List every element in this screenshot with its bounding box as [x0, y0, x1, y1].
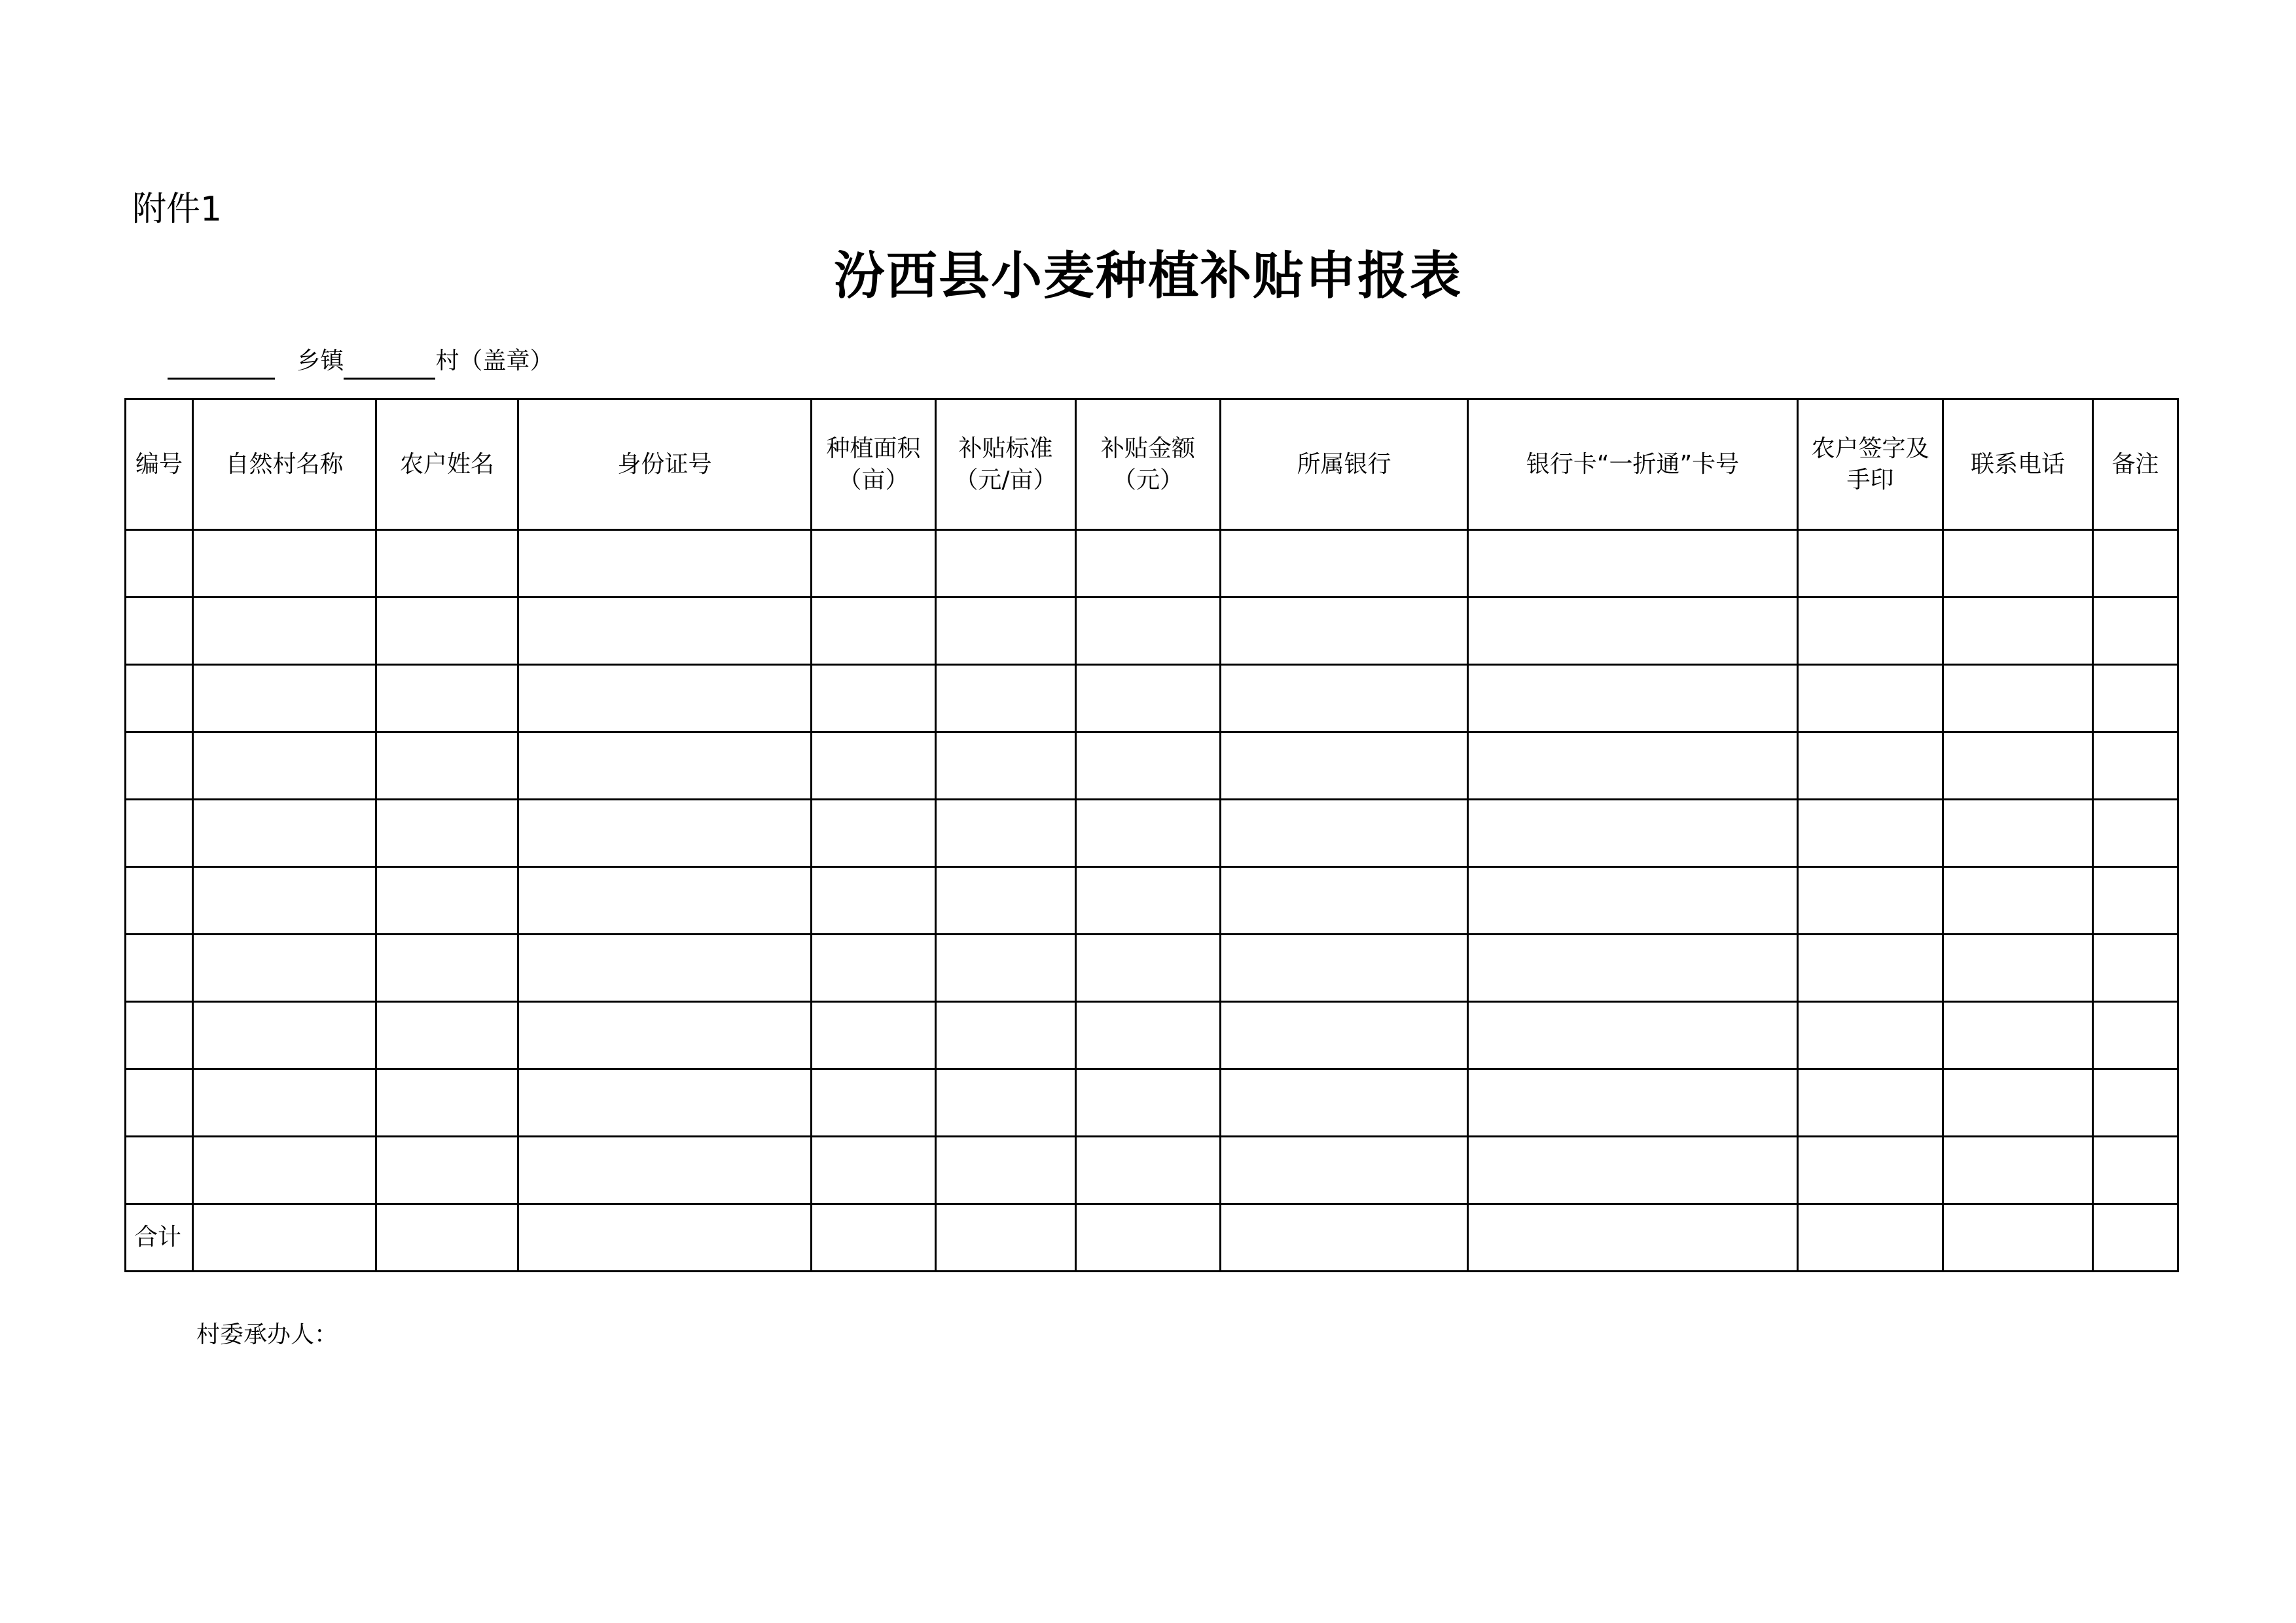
- table-cell[interactable]: [126, 1002, 193, 1069]
- table-cell[interactable]: [518, 1137, 812, 1204]
- table-cell[interactable]: [2093, 597, 2178, 665]
- table-cell[interactable]: [1468, 800, 1798, 867]
- table-cell[interactable]: [1798, 800, 1943, 867]
- table-cell[interactable]: [1468, 1069, 1798, 1137]
- table-cell[interactable]: [1076, 935, 1221, 1002]
- table-cell[interactable]: [1221, 597, 1468, 665]
- table-cell[interactable]: [2093, 732, 2178, 800]
- table-cell[interactable]: [936, 1137, 1076, 1204]
- table-cell[interactable]: [1468, 1137, 1798, 1204]
- table-row: [126, 597, 2178, 665]
- table-cell[interactable]: [1798, 1069, 1943, 1137]
- table-cell[interactable]: [193, 867, 376, 935]
- table-cell[interactable]: [1221, 800, 1468, 867]
- table-cell[interactable]: [1798, 1137, 1943, 1204]
- table-row: [126, 1069, 2178, 1137]
- table-row: [126, 1137, 2178, 1204]
- table-cell[interactable]: [376, 665, 518, 732]
- location-line: [168, 343, 553, 380]
- table-row: [126, 732, 2178, 800]
- table-cell[interactable]: [1221, 867, 1468, 935]
- table-cell[interactable]: [1076, 530, 1221, 597]
- table-cell[interactable]: [1468, 530, 1798, 597]
- table-row: [126, 935, 2178, 1002]
- table-cell[interactable]: [812, 935, 936, 1002]
- table-cell[interactable]: [936, 732, 1076, 800]
- header-planting-area: 种植面积 （亩）: [812, 399, 936, 530]
- table-cell[interactable]: [518, 867, 812, 935]
- header-id-number: 身份证号: [518, 399, 812, 530]
- table-cell[interactable]: [193, 732, 376, 800]
- table-cell[interactable]: [1076, 800, 1221, 867]
- header-bank: 所属银行: [1221, 399, 1468, 530]
- table-cell[interactable]: [193, 800, 376, 867]
- table-cell[interactable]: [936, 665, 1076, 732]
- table-cell[interactable]: [376, 1002, 518, 1069]
- table-cell[interactable]: [1943, 935, 2093, 1002]
- table-cell[interactable]: [518, 732, 812, 800]
- total-cell[interactable]: [1798, 1204, 1943, 1272]
- table-cell[interactable]: [1798, 597, 1943, 665]
- total-cell[interactable]: [518, 1204, 812, 1272]
- table-cell[interactable]: [1076, 1002, 1221, 1069]
- table-cell[interactable]: [518, 800, 812, 867]
- table-cell[interactable]: [936, 867, 1076, 935]
- table-cell[interactable]: [1943, 665, 2093, 732]
- table-cell[interactable]: [2093, 665, 2178, 732]
- total-cell[interactable]: [1468, 1204, 1798, 1272]
- table-cell[interactable]: [1221, 732, 1468, 800]
- table-cell[interactable]: [376, 1069, 518, 1137]
- table-cell[interactable]: [1468, 935, 1798, 1002]
- table-cell[interactable]: [812, 1002, 936, 1069]
- table-cell[interactable]: [518, 665, 812, 732]
- table-body: [126, 530, 2178, 1272]
- total-cell[interactable]: [193, 1204, 376, 1272]
- header-bank-card-number: 银行卡“一折通”卡号: [1468, 399, 1798, 530]
- village-committee-signer-label: 村委承办人：: [196, 1321, 338, 1348]
- table-cell[interactable]: [126, 665, 193, 732]
- document-title: 汾西县小麦种植补贴申报表: [833, 246, 1462, 306]
- table-cell[interactable]: [1076, 732, 1221, 800]
- total-cell[interactable]: [1943, 1204, 2093, 1272]
- table-cell[interactable]: [193, 1069, 376, 1137]
- table-cell[interactable]: [1221, 665, 1468, 732]
- table-total-row: [126, 1204, 2178, 1272]
- table-cell[interactable]: [812, 597, 936, 665]
- village-suffix-label: 村（盖章）: [435, 348, 554, 374]
- table-cell[interactable]: [376, 597, 518, 665]
- table-cell[interactable]: [1798, 732, 1943, 800]
- table-cell[interactable]: [1798, 867, 1943, 935]
- table-cell[interactable]: [1943, 1069, 2093, 1137]
- town-suffix-label: 乡镇: [296, 348, 344, 374]
- table-cell[interactable]: [936, 530, 1076, 597]
- table-cell[interactable]: [1943, 867, 2093, 935]
- table-cell[interactable]: [193, 1002, 376, 1069]
- table-cell[interactable]: [812, 665, 936, 732]
- total-cell[interactable]: [936, 1204, 1076, 1272]
- table-cell[interactable]: [376, 1137, 518, 1204]
- header-farmer-name: 农户姓名: [376, 399, 518, 530]
- header-natural-village-name: 自然村名称: [193, 399, 376, 530]
- table-cell[interactable]: [1943, 597, 2093, 665]
- total-cell[interactable]: [2093, 1204, 2178, 1272]
- subsidy-application-table: [124, 398, 2179, 1272]
- table-cell[interactable]: [2093, 530, 2178, 597]
- table-cell[interactable]: [2093, 1002, 2178, 1069]
- table-cell[interactable]: [936, 1002, 1076, 1069]
- table-cell[interactable]: [2093, 800, 2178, 867]
- town-blank-field[interactable]: [168, 349, 275, 380]
- header-farmer-signature: 农户签字及 手印: [1798, 399, 1943, 530]
- total-cell[interactable]: [376, 1204, 518, 1272]
- header-subsidy-amount: 补贴金额 （元）: [1076, 399, 1221, 530]
- header-serial-number: 编号: [126, 399, 193, 530]
- table-cell[interactable]: [936, 1069, 1076, 1137]
- table-cell[interactable]: [1943, 1137, 2093, 1204]
- table-row: [126, 867, 2178, 935]
- table-row: [126, 800, 2178, 867]
- table-cell[interactable]: [126, 800, 193, 867]
- table-cell[interactable]: [376, 800, 518, 867]
- table-cell[interactable]: [1221, 1069, 1468, 1137]
- table-cell[interactable]: [1221, 1137, 1468, 1204]
- table-row: [126, 1002, 2178, 1069]
- header-subsidy-rate: 补贴标准 （元/亩）: [936, 399, 1076, 530]
- table-cell[interactable]: [812, 867, 936, 935]
- table-cell[interactable]: [193, 530, 376, 597]
- table-cell[interactable]: [1943, 732, 2093, 800]
- table-cell[interactable]: [193, 665, 376, 732]
- table-cell[interactable]: [812, 530, 936, 597]
- table-cell[interactable]: [518, 597, 812, 665]
- table-cell[interactable]: [1221, 1002, 1468, 1069]
- table-cell[interactable]: [518, 1002, 812, 1069]
- table-cell[interactable]: [1468, 597, 1798, 665]
- table-cell[interactable]: [2093, 1137, 2178, 1204]
- table-cell[interactable]: [1798, 1002, 1943, 1069]
- table-cell[interactable]: [126, 530, 193, 597]
- header-phone: 联系电话: [1943, 399, 2093, 530]
- table-cell[interactable]: [2093, 867, 2178, 935]
- table-cell[interactable]: [936, 800, 1076, 867]
- table-cell[interactable]: [1798, 530, 1943, 597]
- table-cell[interactable]: [1943, 1002, 2093, 1069]
- table-cell[interactable]: [812, 1069, 936, 1137]
- table-cell[interactable]: [126, 732, 193, 800]
- table-cell[interactable]: [1221, 935, 1468, 1002]
- table-cell[interactable]: [126, 1137, 193, 1204]
- village-blank-field[interactable]: [344, 349, 435, 380]
- table-cell[interactable]: [1076, 867, 1221, 935]
- table-cell[interactable]: [1221, 530, 1468, 597]
- total-label: 合计: [126, 1204, 193, 1272]
- table-cell[interactable]: [126, 867, 193, 935]
- table-cell[interactable]: [193, 1137, 376, 1204]
- table-cell[interactable]: [1798, 665, 1943, 732]
- table-cell[interactable]: [518, 935, 812, 1002]
- table-cell[interactable]: [936, 935, 1076, 1002]
- table-cell[interactable]: [126, 1069, 193, 1137]
- table-cell[interactable]: [376, 732, 518, 800]
- total-cell[interactable]: [1221, 1204, 1468, 1272]
- table-cell[interactable]: [1076, 665, 1221, 732]
- table-cell[interactable]: [812, 732, 936, 800]
- table-cell[interactable]: [376, 867, 518, 935]
- table-cell[interactable]: [1076, 1137, 1221, 1204]
- table-cell[interactable]: [518, 530, 812, 597]
- table-cell[interactable]: [1076, 1069, 1221, 1137]
- total-cell[interactable]: [812, 1204, 936, 1272]
- table-cell[interactable]: [2093, 1069, 2178, 1137]
- table-cell[interactable]: [518, 1069, 812, 1137]
- total-cell[interactable]: [1076, 1204, 1221, 1272]
- table-cell[interactable]: [2093, 935, 2178, 1002]
- table-cell[interactable]: [1468, 665, 1798, 732]
- table-row: [126, 665, 2178, 732]
- table-cell[interactable]: [936, 597, 1076, 665]
- attachment-label: 附件1: [132, 190, 223, 229]
- table-cell[interactable]: [1468, 867, 1798, 935]
- table-row: [126, 530, 2178, 597]
- table-cell[interactable]: [376, 530, 518, 597]
- table-cell[interactable]: [1468, 1002, 1798, 1069]
- table-cell[interactable]: [1468, 732, 1798, 800]
- table-header-row: [126, 399, 2178, 530]
- table-cell[interactable]: [1943, 530, 2093, 597]
- table-cell[interactable]: [812, 800, 936, 867]
- table-cell[interactable]: [1943, 800, 2093, 867]
- table-cell[interactable]: [1076, 597, 1221, 665]
- table-cell[interactable]: [193, 597, 376, 665]
- table-cell[interactable]: [376, 935, 518, 1002]
- table-cell[interactable]: [193, 935, 376, 1002]
- table-cell[interactable]: [1798, 935, 1943, 1002]
- table-cell[interactable]: [126, 597, 193, 665]
- table-cell[interactable]: [812, 1137, 936, 1204]
- header-remarks: 备注: [2093, 399, 2178, 530]
- table-cell[interactable]: [126, 935, 193, 1002]
